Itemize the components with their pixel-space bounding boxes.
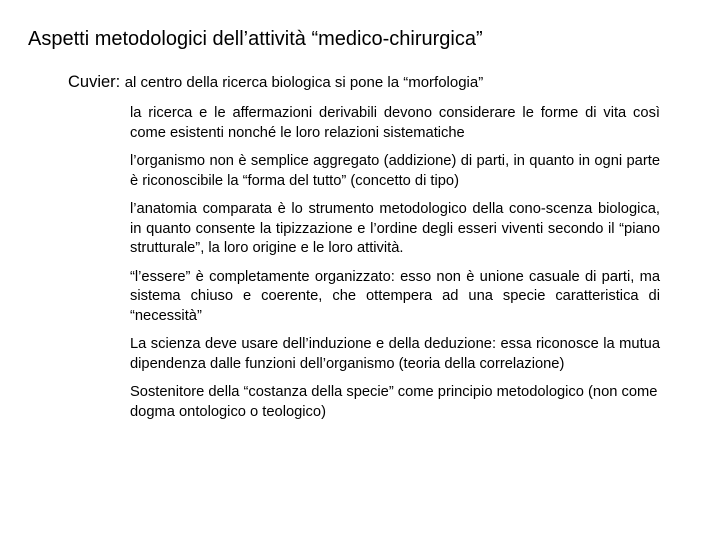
point-item: Sostenitore della “costanza della specie” come principio metodologico (non come dogma ontologico o teologico) xyxy=(130,384,658,420)
point-item: “l’essere” è completamente organizzato: esso non è unione casuale di parti, ma sistema chiuso e coerente, che ottempera ad una specie caratteristica di “necessità” xyxy=(130,268,660,324)
point-item: La scienza deve usare dell’induzione e della deduzione: essa riconosce la mutua dipendenza dalle funzioni dell’organismo (teoria della correlazione) xyxy=(130,336,660,372)
lead-label: Cuvier: xyxy=(68,73,121,91)
point-item: la ricerca e le affermazioni derivabili devono considerare le forme di vita così come esistenti nonché le loro relazioni sistematiche xyxy=(130,105,660,141)
lead-text: al centro della ricerca biologica si pone la “morfologia” xyxy=(124,74,484,91)
point-item: l’organismo non è semplice aggregato (addizione) di parti, in quanto in ogni parte è riconoscibile la “forma del tutto” (concetto di tipo) xyxy=(130,153,660,189)
slide-title: Aspetti metodologici dell’attività “medico-chirurgica” xyxy=(28,28,483,50)
point-list xyxy=(130,104,660,422)
lead-statement xyxy=(68,72,688,93)
point-item: l’anatomia comparata è lo strumento metodologico della cono-scenza biologica, in quanto consente la tipizzazione e l’ordine degli esseri viventi secondo il “piano strutturale”, la loro origine e le loro attività. xyxy=(130,201,660,256)
